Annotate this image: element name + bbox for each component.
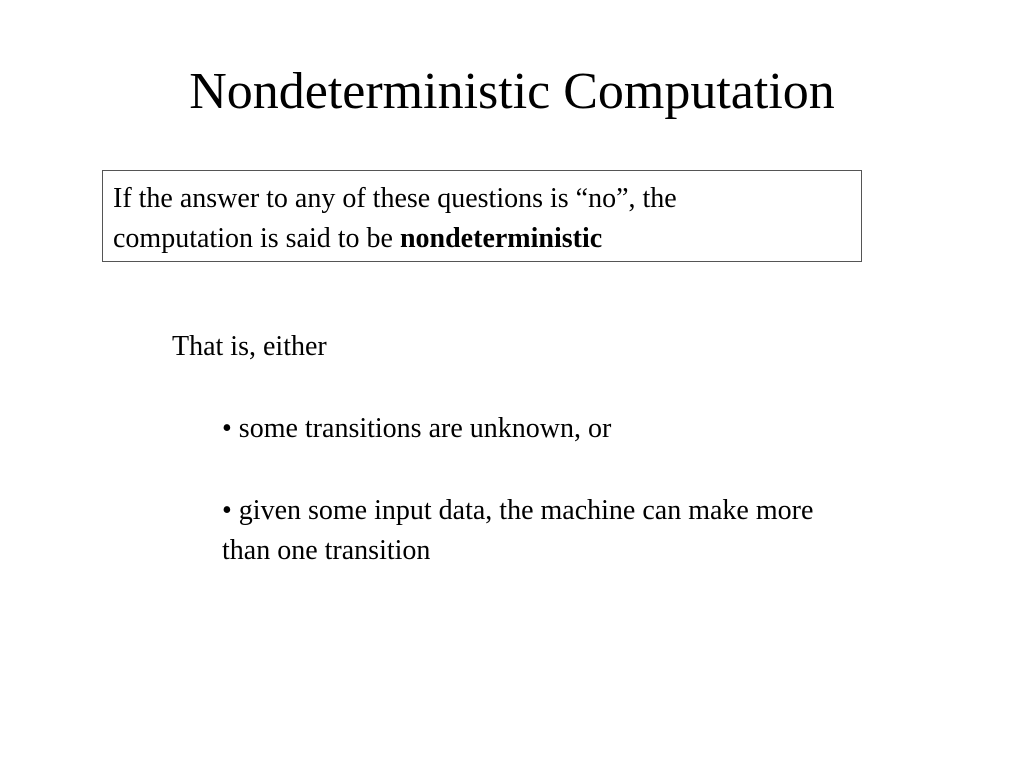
callout-line-2	[113, 219, 851, 259]
bullet-item-multiple-transitions	[222, 491, 813, 571]
bullet-2-line-1: • given some input data, the machine can make more	[222, 495, 814, 526]
slide-title: Nondeterministic Computation	[189, 63, 835, 120]
intro-text: That is, either	[172, 331, 327, 362]
callout-line-2-text: computation is said to be	[113, 223, 400, 254]
bullet-1-line-1: • some transitions are unknown, or	[222, 413, 612, 444]
callout-line-1: If the answer to any of these questions is “no”, the	[113, 183, 677, 214]
bullet-2-line-2: than one transition	[222, 535, 431, 566]
definition-callout-box	[102, 170, 862, 262]
callout-bold-term: nondeterministic	[399, 223, 603, 254]
bullet-item-unknown-transitions	[222, 409, 611, 449]
